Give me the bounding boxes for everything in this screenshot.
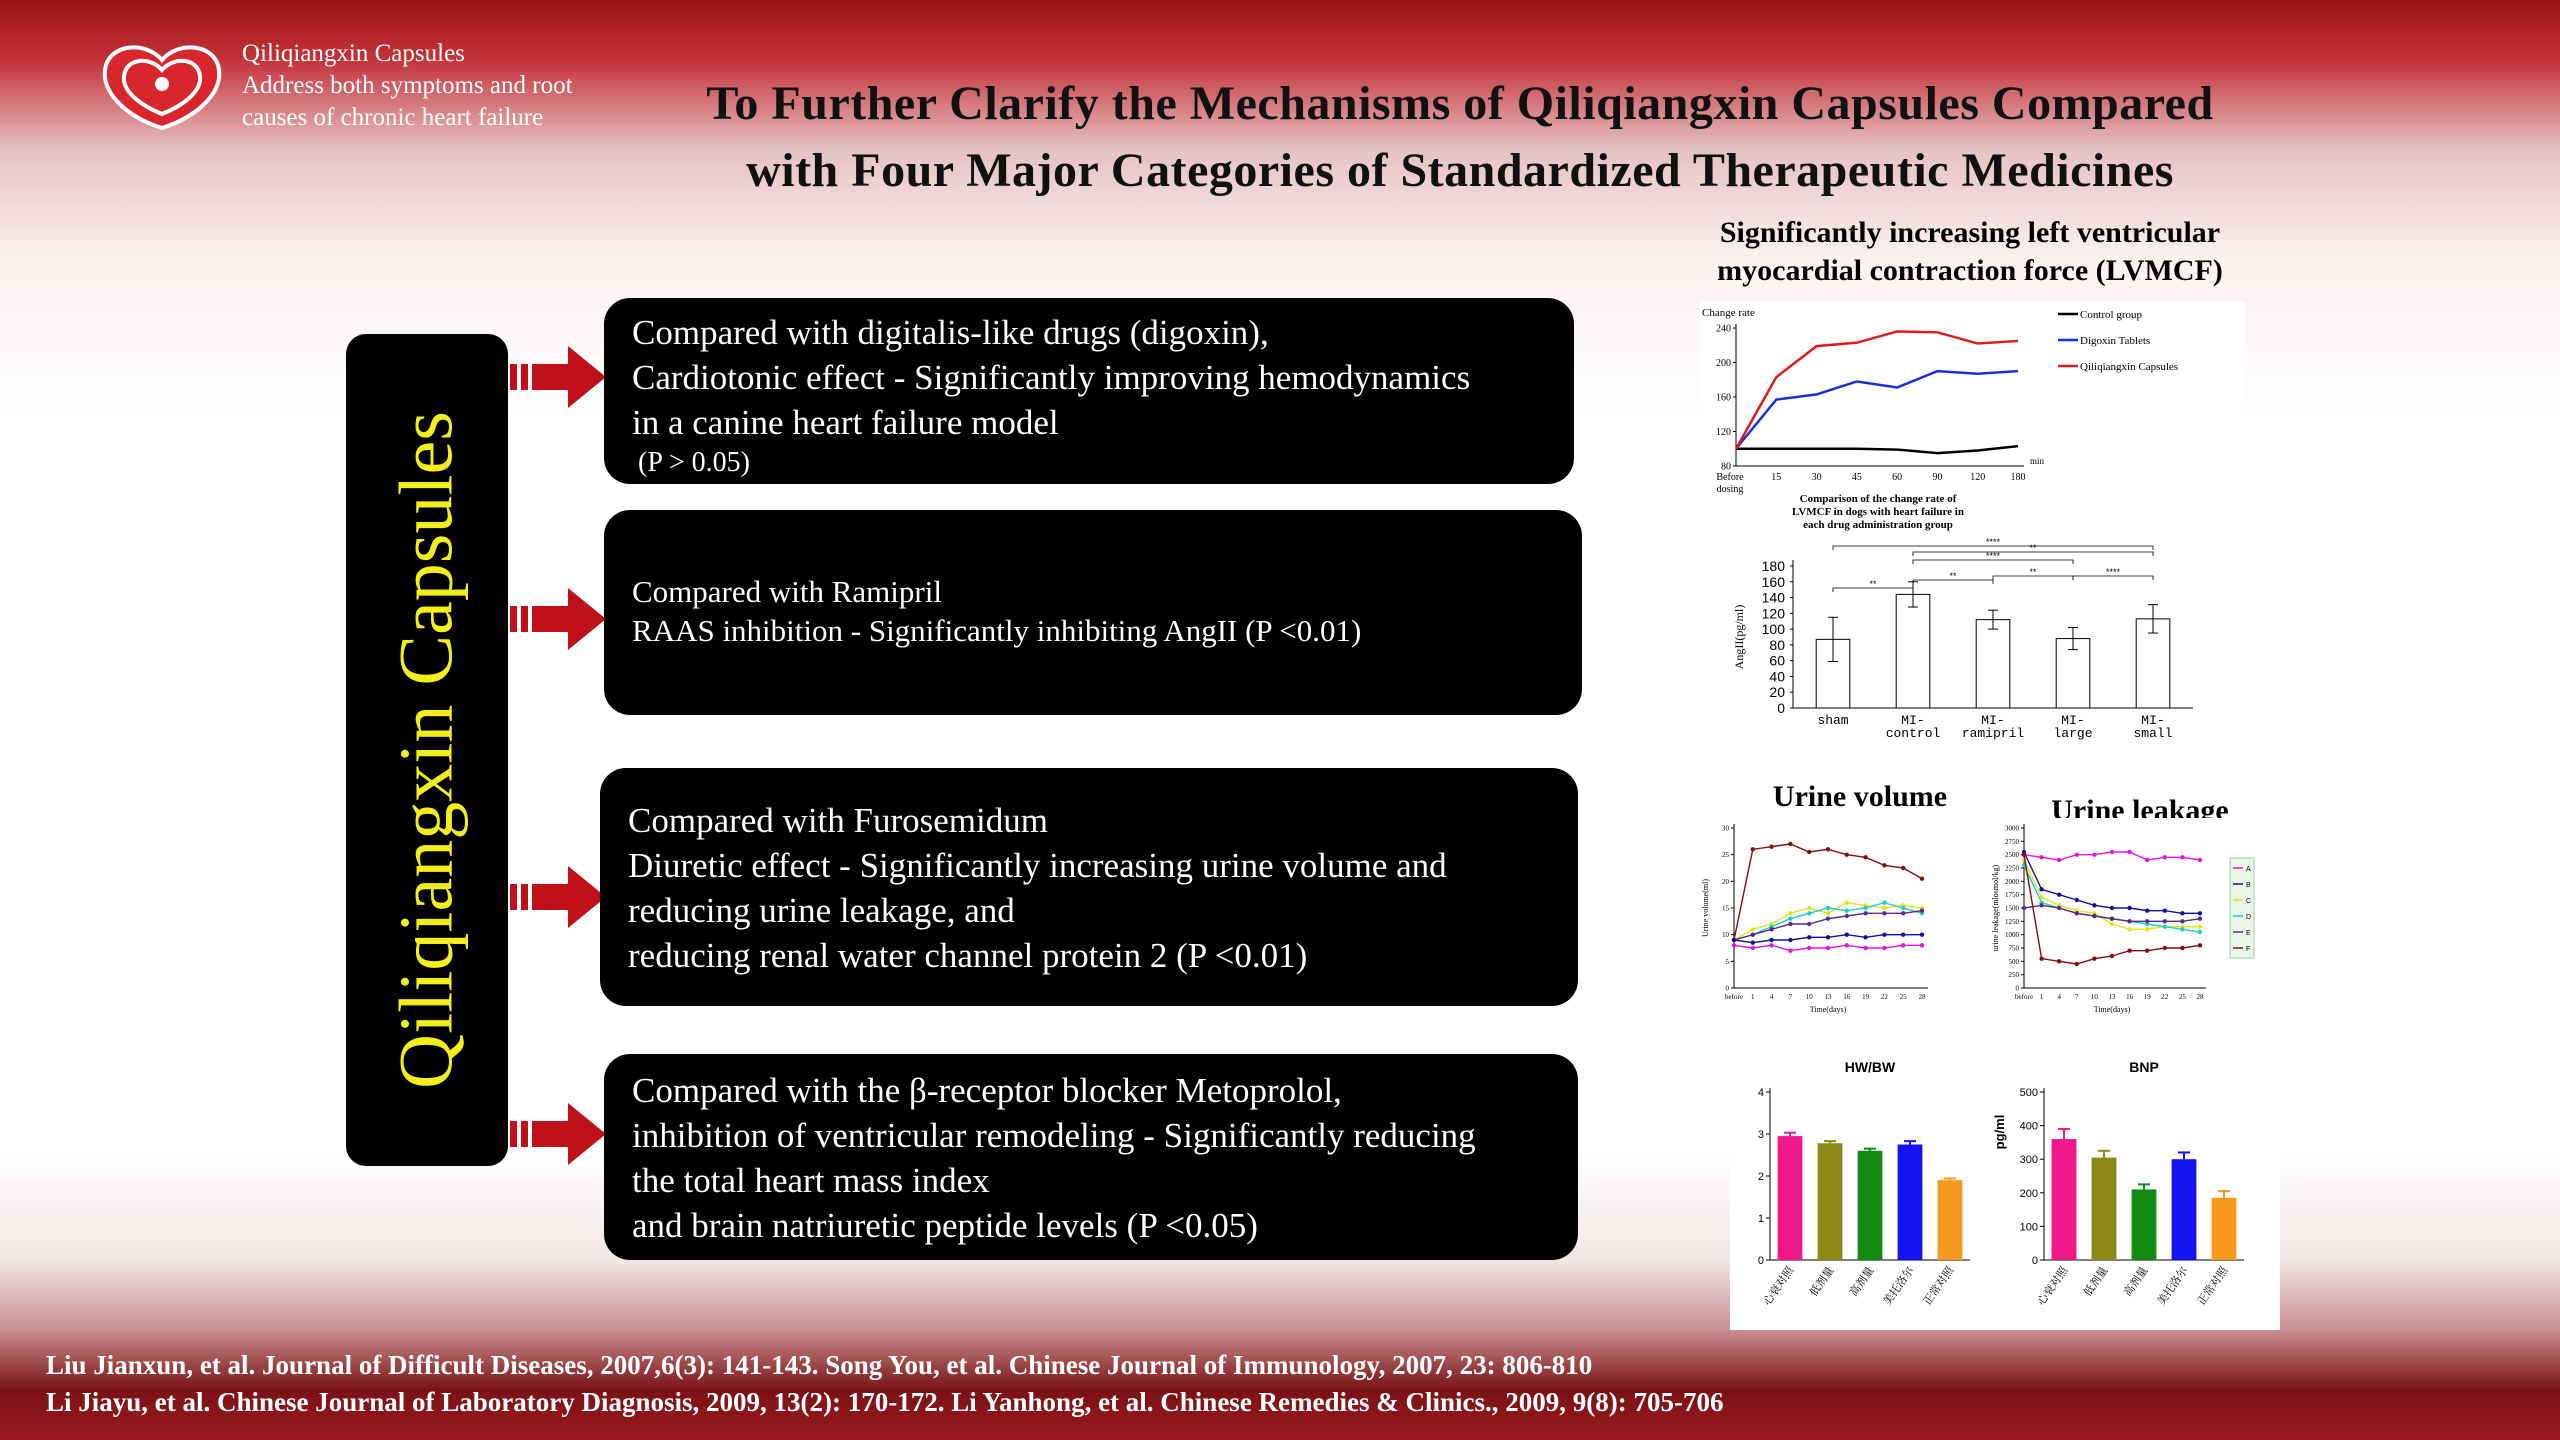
box-line: RAAS inhibition - Significantly inhibiting AngII (P <0.01)	[632, 613, 1362, 648]
data-point	[2127, 948, 2131, 952]
data-point	[2057, 906, 2061, 910]
legend-label: Digoxin Tablets	[2080, 335, 2151, 347]
data-point	[1845, 900, 1849, 904]
x-tick-label: 4	[2057, 993, 2061, 1001]
y-axis-label: AngII(pg/ml)	[1732, 604, 1746, 670]
data-point	[2092, 852, 2096, 856]
x-tick-label: 13	[1824, 993, 1832, 1001]
data-point	[2163, 924, 2167, 928]
data-point	[1901, 932, 1905, 936]
x-tick-label: 28	[1918, 993, 1926, 1001]
data-point	[1863, 935, 1867, 939]
lvmcf-figure-title	[1660, 214, 2280, 290]
x-tick-label: 22	[2161, 993, 2169, 1001]
y-tick-label: 15	[1722, 904, 1729, 913]
bar	[1896, 594, 1930, 708]
data-point	[1845, 914, 1849, 918]
data-point	[1751, 946, 1755, 950]
box-line: reducing urine leakage, and	[628, 891, 1015, 930]
y-tick-label: 160	[1716, 392, 1731, 404]
data-point	[2022, 906, 2026, 910]
x-axis-label: Time(days)	[1809, 1005, 1847, 1014]
x-tick-label: 19	[2143, 993, 2151, 1001]
y-tick-label: 0	[1757, 1255, 1764, 1267]
data-point	[1769, 943, 1773, 947]
y-axis-label: urine leakage(mlosmol/kg)	[1991, 864, 2000, 952]
data-point	[2163, 908, 2167, 912]
box-p-value: (P > 0.05)	[638, 447, 750, 478]
urine-volume-title: Urine volume	[1772, 780, 1948, 813]
bar	[2092, 1158, 2117, 1260]
x-tick-label: MI-	[2061, 713, 2085, 728]
y-tick-label: 0	[1725, 984, 1729, 993]
y-axis-label: Urine volume(ml)	[1701, 879, 1710, 937]
y-axis-label: Change rate	[1702, 307, 1755, 319]
data-point	[1807, 946, 1811, 950]
data-point	[1788, 911, 1792, 915]
data-point	[2092, 903, 2096, 907]
y-tick-label: 200	[2019, 1187, 2038, 1200]
y-tick-label: 120	[1761, 605, 1785, 622]
title-line-1: To Further Clarify the Mechanisms of Qiliqiangxin Capsules Compared	[706, 77, 2214, 130]
x-tick-label: 16	[2126, 993, 2134, 1001]
data-point	[1732, 938, 1736, 942]
data-point	[2198, 916, 2202, 920]
data-point	[1882, 911, 1886, 915]
data-point	[1920, 943, 1924, 947]
y-tick-label: 250	[2008, 971, 2019, 980]
series-line	[1736, 446, 2018, 453]
lvmcf-line-chart	[1700, 302, 2245, 540]
x-tick-label: 心衰对照	[2034, 1264, 2071, 1308]
bar	[1938, 1180, 1963, 1260]
y-tick-label: 2250	[2005, 864, 2019, 873]
side-label: Qiliqiangxin Capsules	[384, 411, 469, 1089]
legend-label: Control group	[2080, 309, 2143, 321]
data-point	[2198, 930, 2202, 934]
y-tick-label: 1000	[2005, 931, 2019, 940]
data-point	[2110, 922, 2114, 926]
data-point	[2039, 903, 2043, 907]
reference-line-2: Li Jiayu, et al. Chinese Journal of Laboratory Diagnosis, 2009, 13(2): 170-172. Li Yanhong, et al. Chinese Remedies & Clinics., 2009, 9(8): 705-706	[46, 1387, 1724, 1417]
y-tick-label: 25	[1722, 851, 1729, 860]
comparison-box-digoxin	[604, 298, 1574, 484]
x-tick-label: 22	[1880, 993, 1888, 1001]
x-tick-label: 高剂量	[1846, 1264, 1877, 1299]
box-line: reducing renal water channel protein 2 (P <0.01)	[628, 936, 1308, 975]
data-point	[2110, 954, 2114, 958]
data-point	[2198, 911, 2202, 915]
x-tick-label: 90	[1932, 472, 1943, 483]
legend-label: F	[2246, 946, 2251, 953]
data-point	[2075, 898, 2079, 902]
data-point	[1788, 916, 1792, 920]
data-point	[2145, 927, 2149, 931]
hwbw-bar-chart	[1730, 1050, 1990, 1330]
y-tick-label: 180	[1761, 558, 1785, 574]
data-point	[1769, 927, 1773, 931]
y-tick-label: 4	[1757, 1087, 1764, 1099]
data-point	[2057, 858, 2061, 862]
x-tick-label: 180	[2010, 472, 2026, 483]
x-tick-label: control	[1885, 726, 1941, 741]
x-tick-label: 低剂量	[2080, 1264, 2111, 1299]
brand-line-1: Qiliqiangxin Capsules	[242, 40, 465, 67]
y-tick-label: 5	[1725, 957, 1729, 966]
y-tick-label: 0	[2031, 1255, 2038, 1267]
box-line: Cardiotonic effect - Significantly improving hemodynamics	[632, 358, 1471, 397]
data-point	[2075, 962, 2079, 966]
data-point	[2163, 855, 2167, 859]
y-tick-label: 200	[1716, 358, 1731, 369]
data-point	[1769, 938, 1773, 942]
data-point	[2110, 916, 2114, 920]
data-point	[2198, 858, 2202, 862]
x-tick-label: 1	[1751, 993, 1755, 1001]
y-tick-label: 2500	[2005, 851, 2019, 860]
significance-mark: **	[2029, 567, 2037, 577]
data-point	[1882, 932, 1886, 936]
significance-mark: **	[2029, 543, 2037, 553]
data-point	[2145, 919, 2149, 923]
y-tick-label: 750	[2008, 944, 2019, 953]
significance-mark: **	[1949, 571, 1957, 581]
x-tick-label: 1	[2039, 993, 2044, 1001]
x-tick-label: 13	[2108, 993, 2116, 1001]
data-point	[2075, 911, 2079, 915]
data-point	[1920, 932, 1924, 936]
data-point	[2022, 852, 2026, 856]
legend-box	[2230, 858, 2254, 958]
x-tick-label: dosing	[1716, 484, 1744, 495]
y-tick-label: 3000	[2005, 824, 2019, 833]
series-line	[1736, 371, 2018, 449]
box-line: the total heart mass index	[632, 1161, 990, 1200]
y-tick-label: 2000	[2005, 877, 2019, 886]
y-tick-label: 80	[1721, 461, 1731, 473]
data-point	[1751, 847, 1755, 851]
x-tick-label: 心衰对照	[1760, 1264, 1797, 1308]
x-tick-label: Before	[1716, 472, 1744, 483]
data-point	[2180, 927, 2184, 931]
box-line: in a canine heart failure model	[632, 403, 1059, 442]
comparison-box-ramipril	[604, 510, 1582, 715]
data-point	[2039, 956, 2043, 960]
data-point	[2145, 948, 2149, 952]
bar	[1858, 1151, 1883, 1260]
data-point	[1788, 948, 1792, 952]
x-tick-label: before	[2015, 993, 2033, 1001]
y-tick-label: 80	[1769, 636, 1785, 653]
data-point	[2127, 906, 2131, 910]
x-tick-label: sham	[1817, 713, 1849, 728]
data-point	[1732, 943, 1736, 947]
x-tick-label: 60	[1892, 472, 1903, 483]
data-point	[2145, 858, 2149, 862]
legend-label: A	[2246, 866, 2251, 873]
data-point	[1863, 906, 1867, 910]
y-tick-label: 10	[1722, 931, 1729, 940]
x-tick-label: 45	[1851, 472, 1862, 483]
data-point	[1901, 906, 1905, 910]
x-tick-label: before	[1725, 993, 1743, 1001]
data-point	[1845, 943, 1849, 947]
arrow-right-icon	[508, 584, 608, 654]
data-point	[2075, 852, 2079, 856]
data-point	[2180, 911, 2184, 915]
brand-line-2: Address both symptoms and root	[242, 72, 573, 99]
comparison-box-metoprolol	[604, 1054, 1578, 1260]
y-tick-label: 1250	[2005, 917, 2019, 926]
y-tick-label: 240	[1716, 323, 1731, 335]
bar	[1778, 1136, 1803, 1260]
box-line: Compared with Ramipril	[632, 574, 942, 609]
x-tick-label: 10	[1805, 993, 1813, 1001]
y-tick-label: 300	[2019, 1154, 2038, 1167]
y-tick-label: 100	[2019, 1221, 2038, 1234]
data-point	[1807, 906, 1811, 910]
legend-label: E	[2246, 930, 2251, 937]
data-point	[2039, 887, 2043, 891]
data-point	[2127, 919, 2131, 923]
box-line: Compared with Furosemidum	[628, 801, 1048, 840]
chart-title: HW/BW	[1844, 1059, 1896, 1075]
data-point	[1826, 906, 1830, 910]
chart-caption: LVMCF in dogs with heart failure in	[1792, 506, 1964, 518]
y-tick-label: 160	[1761, 573, 1785, 590]
data-point	[1882, 900, 1886, 904]
brand-logo	[100, 40, 225, 130]
x-tick-label: 19	[1862, 993, 1870, 1001]
data-point	[1882, 946, 1886, 950]
significance-mark: **	[1869, 579, 1877, 589]
angii-bar-chart	[1732, 537, 2203, 750]
data-point	[1751, 932, 1755, 936]
data-point	[2092, 956, 2096, 960]
bar	[2172, 1159, 2197, 1260]
y-tick-label: 1	[1757, 1213, 1764, 1225]
x-tick-label: 4	[1769, 993, 1774, 1001]
chart-caption: each drug administration group	[1803, 519, 1953, 531]
box-line: Compared with digitalis-like drugs (digoxin),	[632, 313, 1269, 352]
legend-label: C	[2246, 898, 2252, 905]
data-point	[2163, 946, 2167, 950]
data-point	[2198, 943, 2202, 947]
data-point	[2198, 924, 2202, 928]
x-axis-label: Time(days)	[2093, 1005, 2131, 1014]
x-tick-label: small	[2133, 726, 2173, 741]
y-tick-label: 140	[1761, 589, 1785, 606]
x-tick-label: 高剂量	[2120, 1264, 2151, 1299]
data-point	[2145, 908, 2149, 912]
box-line: Diuretic effect - Significantly increasing urine volume and	[628, 846, 1447, 885]
x-tick-label: 25	[2178, 993, 2186, 1001]
x-tick-label: 16	[1843, 993, 1851, 1001]
significance-mark: ****	[2105, 567, 2121, 577]
y-tick-label: 0	[2015, 984, 2019, 993]
x-tick-label: 低剂量	[1806, 1264, 1837, 1299]
data-point	[2180, 946, 2184, 950]
data-point	[2092, 914, 2096, 918]
bar	[2052, 1139, 2077, 1260]
data-point	[1901, 943, 1905, 947]
y-tick-label: 2750	[2005, 837, 2019, 846]
y-axis-label: pg/ml	[1992, 1114, 2007, 1150]
chart-caption: Comparison of the change rate of	[1799, 493, 1957, 505]
bar	[1818, 1143, 1843, 1260]
y-tick-label: 3	[1757, 1129, 1764, 1141]
y-tick-label: 20	[1722, 877, 1729, 886]
bar	[1976, 620, 2010, 708]
y-tick-label: 30	[1722, 824, 1729, 833]
data-point	[1882, 863, 1886, 867]
data-point	[1845, 852, 1849, 856]
data-point	[1863, 946, 1867, 950]
data-point	[1882, 906, 1886, 910]
data-point	[2127, 850, 2131, 854]
data-point	[1788, 842, 1792, 846]
arrow-right-icon	[508, 1099, 608, 1169]
y-tick-label: 20	[1769, 684, 1785, 701]
x-tick-label: ramipril	[1961, 726, 2025, 741]
comparison-box-furosemidum	[600, 768, 1578, 1006]
series-line	[1736, 331, 2018, 448]
x-tick-label: 15	[1771, 472, 1782, 483]
significance-mark: ****	[1985, 551, 2001, 561]
box-line: inhibition of ventricular remodeling - Significantly reducing	[632, 1116, 1476, 1155]
urine-leakage-title: Urine leakage	[2051, 794, 2229, 827]
data-point	[2057, 892, 2061, 896]
brand-tagline	[242, 38, 573, 134]
data-point	[1863, 911, 1867, 915]
data-point	[1920, 908, 1924, 912]
data-point	[1826, 847, 1830, 851]
reference-line-1: Liu Jianxun, et al. Journal of Difficult Diseases, 2007,6(3): 141-143. Song You, et al. Chinese Journal of Immunology, 2007, 23: 806-810	[46, 1350, 1593, 1380]
data-point	[1826, 946, 1830, 950]
data-point	[1751, 940, 1755, 944]
y-tick-label: 500	[2019, 1087, 2038, 1099]
side-label-panel	[346, 334, 508, 1166]
data-point	[1751, 927, 1755, 931]
x-axis-label: min	[2030, 456, 2045, 466]
lvmcf-title-line-2: myocardial contraction force (LVMCF)	[1717, 254, 2223, 287]
legend-label: B	[2246, 882, 2251, 889]
slide-title	[560, 70, 2360, 204]
x-tick-label: MI-	[2141, 713, 2165, 728]
data-point	[1807, 850, 1811, 854]
y-tick-label: 0	[1777, 700, 1785, 716]
data-point	[2039, 855, 2043, 859]
brand-line-3: causes of chronic heart failure	[242, 104, 544, 131]
x-tick-label: 美托洛尔	[2154, 1264, 2191, 1308]
x-tick-label: 7	[1788, 993, 1793, 1001]
x-tick-label: 正常对照	[1920, 1264, 1957, 1308]
legend-label: Qiliqiangxin Capsules	[2080, 361, 2179, 373]
y-tick-label: 120	[1716, 427, 1731, 438]
data-point	[2110, 850, 2114, 854]
data-point	[1920, 876, 1924, 880]
box-line: and brain natriuretic peptide levels (P <0.05)	[632, 1206, 1258, 1245]
data-point	[1901, 911, 1905, 915]
x-tick-label: 美托洛尔	[1880, 1264, 1917, 1308]
data-point	[1769, 844, 1773, 848]
lvmcf-title-line-1: Significantly increasing left ventricular	[1719, 216, 2221, 249]
x-tick-label: 25	[1899, 993, 1907, 1001]
series-line	[1734, 844, 1922, 940]
y-tick-label: 40	[1769, 668, 1785, 685]
title-line-2: with Four Major Categories of Standardized Therapeutic Medicines	[746, 144, 2174, 197]
data-point	[1788, 938, 1792, 942]
box-line: Compared with the β-receptor blocker Metoprolol,	[632, 1071, 1342, 1110]
data-point	[1845, 908, 1849, 912]
data-point	[1863, 855, 1867, 859]
urine-volume-line-chart	[1700, 818, 1960, 1018]
x-tick-label: MI-	[1901, 713, 1925, 728]
data-point	[2127, 927, 2131, 931]
y-tick-label: 60	[1769, 652, 1785, 669]
bnp-bar-chart	[1990, 1050, 2280, 1330]
data-point	[2180, 855, 2184, 859]
y-tick-label: 1500	[2005, 904, 2019, 913]
data-point	[1807, 935, 1811, 939]
x-tick-label: 28	[2196, 993, 2204, 1001]
data-point	[1901, 866, 1905, 870]
data-point	[1807, 911, 1811, 915]
x-tick-label: 10	[2090, 993, 2098, 1001]
data-point	[1826, 916, 1830, 920]
arrow-right-icon	[508, 342, 608, 412]
series-line	[2024, 852, 2200, 913]
data-point	[1826, 935, 1830, 939]
bar	[2132, 1189, 2157, 1260]
x-tick-label: 120	[1970, 472, 1986, 483]
bar	[1898, 1145, 1923, 1261]
data-point	[2163, 919, 2167, 923]
data-point	[1788, 922, 1792, 926]
data-point	[1826, 911, 1830, 915]
data-point	[2057, 959, 2061, 963]
x-tick-label: large	[2053, 726, 2093, 741]
data-point	[1807, 922, 1811, 926]
x-tick-label: 7	[2075, 993, 2079, 1001]
x-tick-label: MI-	[1981, 713, 2005, 728]
y-tick-label: 1750	[2005, 891, 2019, 900]
chart-title: BNP	[2129, 1059, 2159, 1075]
y-tick-label: 100	[1761, 621, 1785, 638]
y-tick-label: 2	[1757, 1171, 1764, 1183]
x-tick-label: 正常对照	[2194, 1264, 2231, 1308]
bar	[2212, 1198, 2237, 1260]
arrow-right-icon	[508, 862, 608, 932]
urine-leakage-line-chart	[1990, 818, 2260, 1018]
y-tick-label: 500	[2008, 957, 2019, 966]
data-point	[2110, 906, 2114, 910]
y-tick-label: 400	[2019, 1120, 2038, 1133]
data-point	[2180, 919, 2184, 923]
x-tick-label: 30	[1811, 472, 1822, 483]
data-point	[1845, 932, 1849, 936]
legend-label: D	[2246, 914, 2252, 921]
significance-mark: ****	[1985, 537, 2001, 547]
